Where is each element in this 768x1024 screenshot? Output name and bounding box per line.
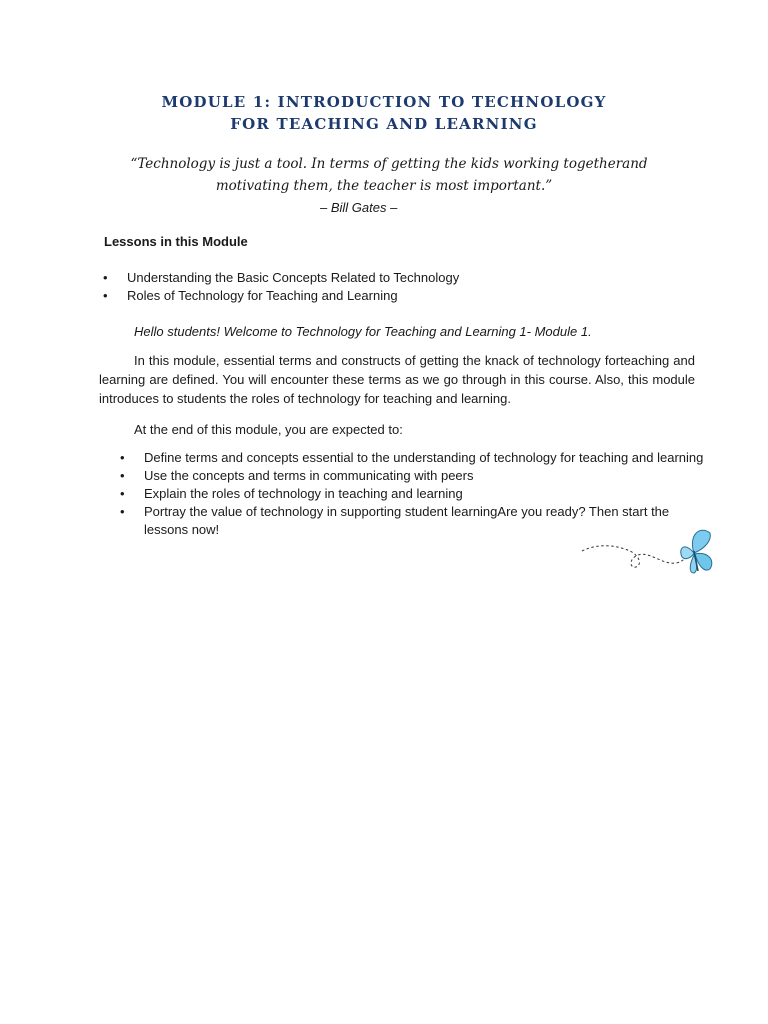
- lesson-item-text: Understanding the Basic Concepts Related to Technology: [127, 270, 460, 285]
- lesson-item-text: Roles of Technology for Teaching and Learning: [127, 288, 398, 303]
- butterfly-icon: [578, 525, 723, 580]
- objective-text: Explain the roles of technology in teaching and learning: [144, 486, 463, 501]
- module-title-line2: FOR TEACHING AND LEARNING: [230, 115, 538, 133]
- module-title-line1: MODULE 1: INTRODUCTION TO TECHNOLOGY: [161, 93, 607, 111]
- objective-text: Use the concepts and terms in communicating with peers: [144, 468, 474, 483]
- bullet-icon: •: [120, 468, 125, 483]
- quote-line2: motivating them, the teacher is most important.”: [215, 178, 553, 194]
- lessons-heading: Lessons in this Module: [104, 234, 248, 249]
- bullet-icon: •: [103, 270, 108, 285]
- bullet-icon: •: [120, 504, 125, 519]
- bullet-icon: •: [120, 450, 125, 465]
- quote-line1: “Technology is just a tool. In terms of getting the kids working togetherand: [130, 156, 648, 172]
- objective-text: Define terms and concepts essential to the understanding of technology for teaching and learning: [144, 450, 704, 465]
- intro-paragraph: In this module, essential terms and constructs of getting the knack of technology forteaching and learning are defined. You will encounter these terms as we go through in this course. Also, this module introduces to students the roles of technology for teaching and learning.: [99, 353, 695, 406]
- objectives-intro: At the end of this module, you are expected to:: [134, 422, 403, 437]
- quote-author: – Bill Gates –: [320, 200, 398, 215]
- bullet-icon: •: [103, 288, 108, 303]
- objective-text: Portray the value of technology in supporting student learningAre you ready? Then start the lessons now!: [144, 504, 670, 537]
- bullet-icon: •: [120, 486, 125, 501]
- welcome-paragraph: Hello students! Welcome to Technology for Teaching and Learning 1- Module 1.: [134, 324, 592, 339]
